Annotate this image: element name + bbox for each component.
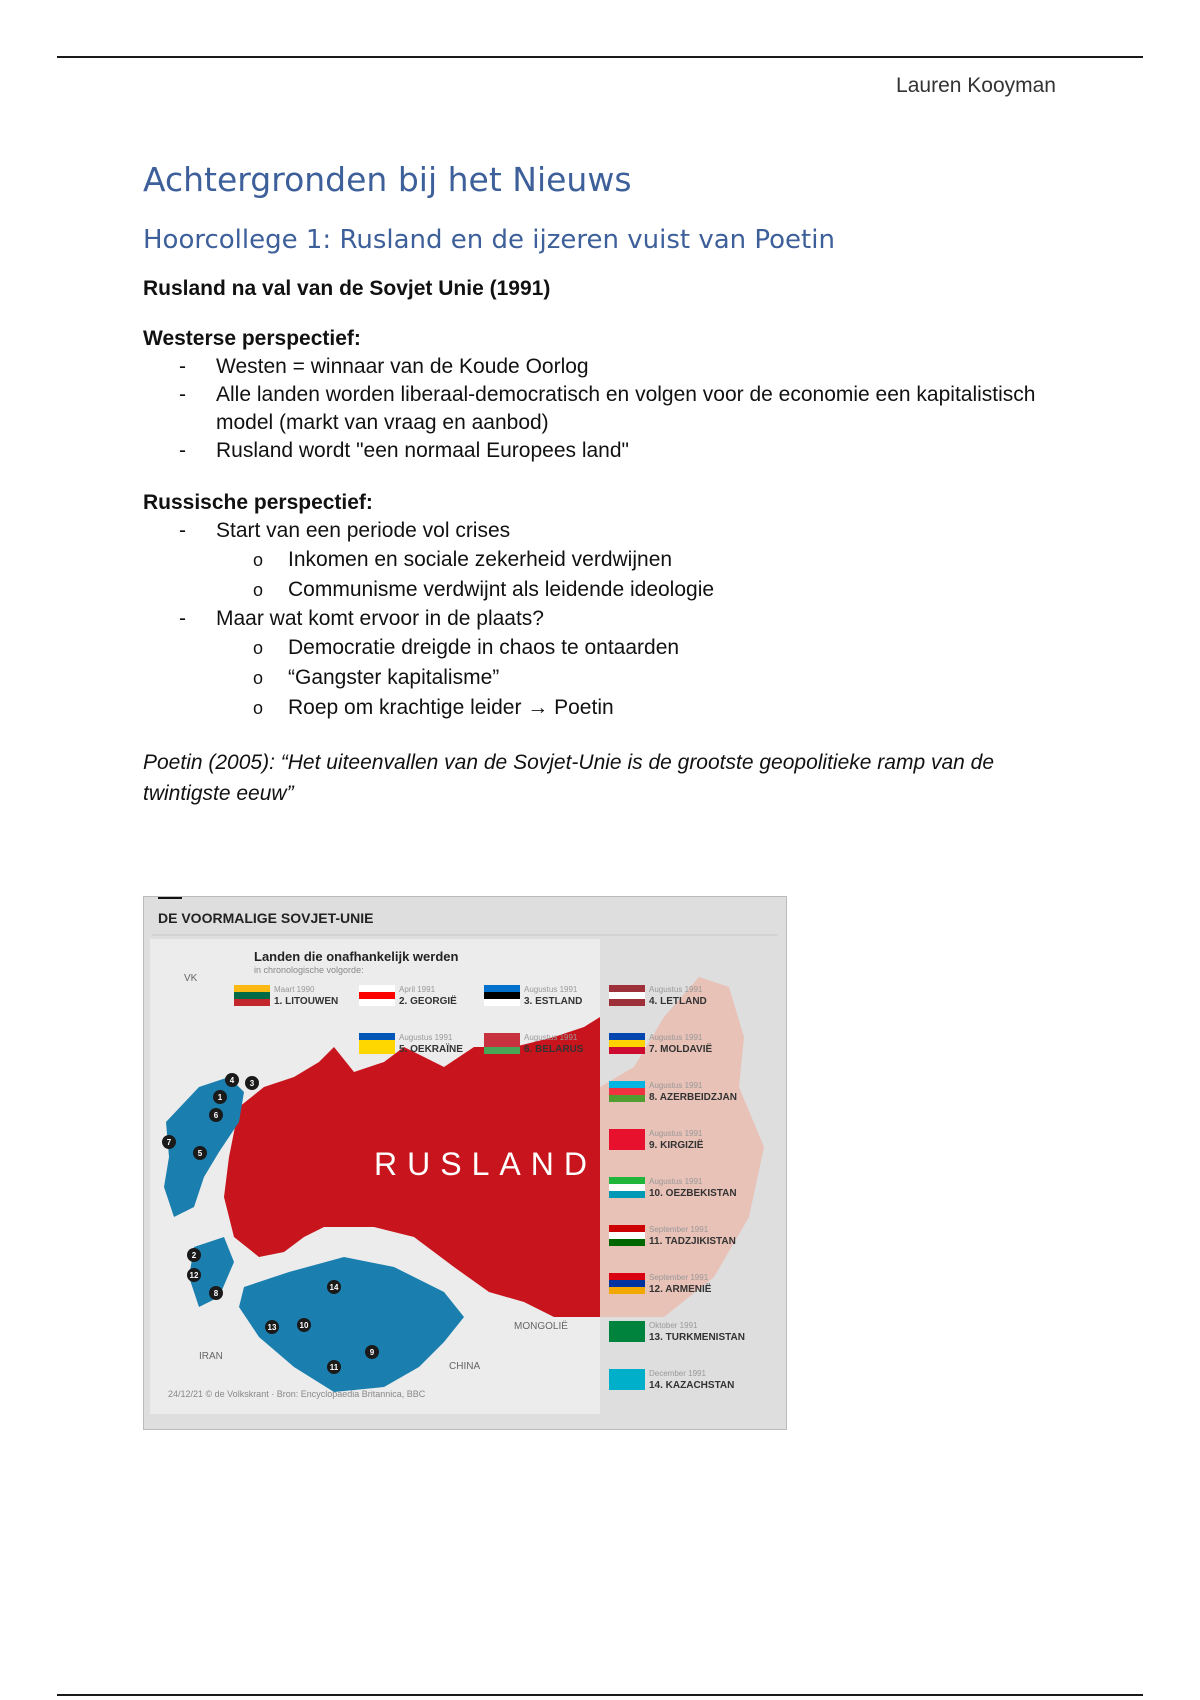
russia-label: RUSLAND [374, 1146, 597, 1182]
legend-country: 7. MOLDAVIË [649, 1044, 713, 1055]
list-item-text: Maar wat komt ervoor in de plaats? [216, 607, 544, 630]
map-title: DE VOORMALIGE SOVJET-UNIE [158, 910, 374, 926]
legend-country: 3. ESTLAND [524, 996, 583, 1007]
legend-date: Augustus 1991 [399, 1033, 453, 1042]
flag-stripe [609, 1081, 645, 1088]
map-marker-label: 9 [369, 1348, 375, 1357]
flag-stripe [234, 999, 270, 1006]
section-heading: Rusland na val van de Sovjet Unie (1991) [143, 277, 551, 300]
western-list [143, 353, 1073, 465]
legend-date: September 1991 [649, 1225, 709, 1234]
putin-quote: Poetin (2005): “Het uiteenvallen van de Sovjet-Unie is de grootste geopolitieke ramp van de twintigste eeuw” [143, 751, 995, 805]
legend-country: 2. GEORGIË [399, 996, 457, 1007]
flag-stripe [484, 1033, 520, 1040]
flag-stripe [609, 1239, 645, 1246]
flag-stripe [609, 1136, 645, 1143]
map-marker-label: 13 [267, 1323, 277, 1332]
label-mongolie: MONGOLIË [514, 1321, 568, 1332]
label-iran: IRAN [199, 1351, 223, 1362]
label-china: CHINA [449, 1361, 481, 1372]
flag-stripe [484, 1040, 520, 1047]
map-marker-label: 6 [213, 1111, 219, 1120]
legend-date: Augustus 1991 [524, 985, 578, 994]
russian-heading: Russische perspectief: [143, 491, 373, 514]
flag-stripe [609, 985, 645, 992]
sub-item: o Roep om krachtige leider → Poetin [216, 693, 1073, 723]
legend-date: December 1991 [649, 1369, 706, 1378]
sub-item: o Communisme verdwijnt als leidende ideologie [216, 575, 1073, 605]
russian-list [143, 517, 1073, 723]
flag-stripe [234, 992, 270, 999]
legend-date: Augustus 1991 [649, 1033, 703, 1042]
flag-stripe [609, 1033, 645, 1040]
flag-stripe [609, 1273, 645, 1280]
legend-country: 9. KIRGIZIË [649, 1140, 704, 1151]
flag-stripe [609, 1232, 645, 1239]
sub-list [216, 545, 1073, 605]
label-vk: VK [184, 973, 198, 984]
flag-stripe [609, 1047, 645, 1054]
sub-item: o Democratie dreigde in chaos te ontaarden [216, 633, 1073, 663]
soviet-union-map [143, 896, 787, 1430]
flag-stripe [609, 1095, 645, 1102]
flag-stripe [484, 985, 520, 992]
flag-stripe [359, 985, 395, 992]
legend-date: Augustus 1991 [649, 1129, 703, 1138]
legend-date: September 1991 [649, 1273, 709, 1282]
map-marker-label: 5 [197, 1149, 203, 1158]
legend-country: 14. KAZACHSTAN [649, 1380, 735, 1391]
flag-stripe [484, 992, 520, 999]
legend-entry [484, 985, 582, 1007]
legend-country: 4. LETLAND [649, 996, 707, 1007]
map-marker-label: 4 [229, 1076, 235, 1085]
map-marker-label: 14 [329, 1283, 339, 1292]
legend-date: Oktober 1991 [649, 1321, 698, 1330]
author-name: Lauren Kooyman [896, 74, 1056, 97]
map-graphic [144, 897, 786, 1429]
flag-stripe [609, 992, 645, 999]
legend-date: Augustus 1991 [649, 985, 703, 994]
legend-entry [609, 985, 707, 1007]
map-marker-label: 2 [191, 1251, 197, 1260]
flag-stripe [359, 1040, 395, 1047]
flag-stripe [609, 1321, 645, 1328]
document-title: Achtergronden bij het Nieuws [143, 160, 632, 199]
list-item: - Alle landen worden liberaal-democratisch en volgen voor de economie een kapitalistisch model (markt van vraag en aanbod) [143, 381, 1073, 437]
legend-country: 12. ARMENIË [649, 1284, 712, 1295]
flag-stripe [609, 1129, 645, 1136]
flag-stripe [609, 1369, 645, 1376]
list-item [143, 605, 1073, 723]
flag-stripe [484, 999, 520, 1006]
flag-stripe [609, 1280, 645, 1287]
legend-country: 10. OEZBEKISTAN [649, 1188, 737, 1199]
sub-list [216, 633, 1073, 723]
legend-country: 11. TADZJIKISTAN [649, 1236, 736, 1247]
flag-stripe [359, 999, 395, 1006]
legend-entry [484, 1033, 584, 1055]
legend-entry [609, 1273, 712, 1295]
flag-stripe [609, 1376, 645, 1383]
flag-stripe [609, 1335, 645, 1342]
legend-country: 6. BELARUS [524, 1044, 584, 1055]
flag-stripe [359, 1047, 395, 1054]
flag-stripe [609, 1328, 645, 1335]
legend-date: April 1991 [399, 985, 436, 994]
list-item: - Rusland wordt "een normaal Europees land" [143, 437, 1073, 465]
flag-stripe [609, 1177, 645, 1184]
flag-stripe [359, 992, 395, 999]
header-rule [57, 56, 1143, 58]
document-subtitle: Hoorcollege 1: Rusland en de ijzeren vuist van Poetin [143, 225, 835, 255]
western-heading: Westerse perspectief: [143, 327, 361, 350]
flag-stripe [609, 1383, 645, 1390]
list-item-text: Start van een periode vol crises [216, 519, 511, 542]
legend-date: Augustus 1991 [524, 1033, 578, 1042]
map-marker-label: 1 [217, 1093, 223, 1102]
flag-stripe [359, 1033, 395, 1040]
flag-stripe [609, 1184, 645, 1191]
legend-country: 13. TURKMENISTAN [649, 1332, 745, 1343]
map-credit: 24/12/21 © de Volkskrant · Bron: Encyclopaedia Britannica, BBC [168, 1389, 426, 1399]
flag-stripe [609, 1191, 645, 1198]
flag-stripe [234, 985, 270, 992]
legend-date: Augustus 1991 [649, 1177, 703, 1186]
map-marker-label: 3 [249, 1079, 255, 1088]
flag-stripe [609, 1088, 645, 1095]
map-subtitle: Landen die onafhankelijk werden [254, 949, 459, 964]
flag-stripe [609, 1143, 645, 1150]
list-item: - Westen = winnaar van de Koude Oorlog [143, 353, 1073, 381]
legend-country: 1. LITOUWEN [274, 996, 339, 1007]
list-item [143, 517, 1073, 605]
flag-stripe [609, 999, 645, 1006]
flag-stripe [484, 1047, 520, 1054]
sub-item: o “Gangster kapitalisme” [216, 663, 1073, 693]
sub-item: o Inkomen en sociale zekerheid verdwijnen [216, 545, 1073, 575]
flag-stripe [609, 1040, 645, 1047]
flag-stripe [609, 1287, 645, 1294]
map-marker-label: 7 [166, 1138, 172, 1147]
legend-entry [609, 1129, 704, 1151]
legend-entry [609, 1033, 712, 1055]
map-marker-label: 11 [329, 1363, 339, 1372]
flag-stripe [609, 1225, 645, 1232]
document-body [143, 160, 1073, 809]
map-marker-label: 12 [189, 1271, 199, 1280]
legend-country: 5. OEKRAÏNE [399, 1044, 463, 1055]
map-marker-label: 8 [213, 1289, 219, 1298]
footer-rule [57, 1694, 1143, 1696]
legend-entry [359, 1033, 463, 1055]
legend-date: Augustus 1991 [649, 1081, 703, 1090]
legend-country: 8. AZERBEIDZJAN [649, 1092, 737, 1103]
map-subtitle-2: in chronologische volgorde: [254, 965, 364, 975]
map-marker-label: 10 [299, 1321, 309, 1330]
legend-date: Maart 1990 [274, 985, 315, 994]
